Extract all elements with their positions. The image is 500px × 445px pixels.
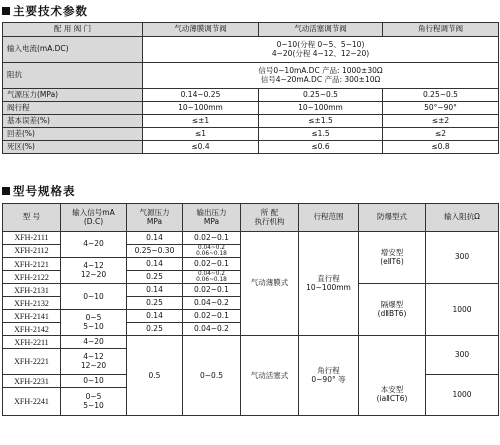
cell: ≤1.5: [259, 128, 383, 141]
output-cell: 0.02~0.1: [183, 258, 241, 271]
cell-line: 0.06~0.18: [196, 251, 227, 258]
cell: ≤0.4: [143, 141, 259, 154]
output-cell: 0.02~0.1: [183, 310, 241, 323]
impedance-cell: 300: [426, 336, 499, 375]
header-line: 所 配: [260, 207, 279, 217]
output-cell: 0.02~0.1: [183, 284, 241, 297]
supply-cell: 0.25: [127, 297, 183, 310]
cell-line: 0~90° 等: [311, 374, 346, 384]
tech-params-table: [2, 22, 499, 154]
cell-line: 12~20: [80, 269, 107, 279]
cell-line: 5~10: [83, 321, 104, 331]
header-cell: [241, 204, 299, 232]
square-bullet-icon: [2, 187, 10, 195]
header-cell: [183, 204, 241, 232]
model-cell: XFH-2231: [3, 375, 61, 388]
explosion-cell: [359, 375, 426, 416]
header-line: 输出压力: [196, 207, 227, 217]
table-row: [3, 141, 499, 154]
cell-line: 增安型: [380, 248, 404, 258]
table-header-row: [3, 23, 499, 37]
cell-line: 0~5: [85, 313, 102, 323]
cell: 10~100mm: [259, 102, 383, 115]
model-cell: XFH-2111: [3, 232, 61, 245]
table-row: [3, 232, 499, 245]
output-cell: [183, 245, 241, 258]
header-line: 输入信号mA: [72, 207, 115, 217]
header-cell: 气动薄膜调节阀: [143, 23, 259, 37]
cell-line: 5~10: [83, 400, 104, 410]
input-current-cell: [143, 37, 499, 63]
row-label: 气源压力(MPa): [3, 89, 143, 102]
cell: 0.25~0.5: [259, 89, 383, 102]
supply-cell: 0.14: [127, 284, 183, 297]
output-cell: 0~0.5: [183, 336, 241, 416]
table-row: [3, 63, 499, 89]
cell-line: 角行程: [317, 366, 340, 376]
header-line: 气源压力: [139, 207, 170, 217]
row-label: 死区(%): [3, 141, 143, 154]
model-cell: XFH-2132: [3, 297, 61, 310]
model-cell: XFH-2142: [3, 323, 61, 336]
header-cell: [127, 204, 183, 232]
explosion-cell-blank: [359, 336, 426, 375]
section-title-model-spec: 型号规格表: [2, 183, 76, 199]
model-cell: XFH-2241: [3, 388, 61, 416]
cell-line: (eⅡT6): [380, 256, 404, 266]
model-cell: XFH-2141: [3, 310, 61, 323]
section-title-tech-params: 主要技术参数: [2, 3, 88, 19]
cell-line: 0.04~0.2: [198, 245, 225, 251]
cell-line: 0.06~0.18: [196, 277, 227, 284]
cell-line: 4~20(分程 4~12、12~20): [271, 48, 370, 58]
supply-cell: 0.25: [127, 323, 183, 336]
impedance-cell: 1000: [426, 284, 499, 336]
output-cell: 0.02~0.1: [183, 232, 241, 245]
cell-line: 0.04~0.2: [198, 271, 225, 278]
table-row: [3, 128, 499, 141]
actuator-cell: 气动活塞式: [241, 336, 299, 416]
supply-cell: 0.14: [127, 310, 183, 323]
signal-cell: 0~10: [61, 284, 127, 310]
row-label: 回差(%): [3, 128, 143, 141]
impedance-cell: 1000: [426, 375, 499, 416]
supply-cell: 0.5: [127, 336, 183, 416]
model-cell: XFH-2131: [3, 284, 61, 297]
model-spec-table: [2, 203, 499, 416]
table-row: [3, 37, 499, 63]
header-cell: 防爆型式: [359, 204, 426, 232]
header-cell: 气动活塞调节阀: [259, 23, 383, 37]
header-cell: [61, 204, 127, 232]
actuator-cell: 气动薄膜式: [241, 232, 299, 336]
signal-cell: [61, 388, 127, 416]
explosion-cell: [359, 284, 426, 336]
cell-line: 信号4~20mA.DC 产品: 300±10Ω: [260, 74, 381, 84]
cell-line: (dⅡBT6): [377, 308, 407, 318]
row-label: 阀行程: [3, 102, 143, 115]
header-cell: 配 用 阀 门: [3, 23, 143, 37]
cell: 10~100mm: [143, 102, 259, 115]
explosion-cell: [359, 232, 426, 284]
signal-cell: 0~10: [61, 375, 127, 388]
cell-line: 本安型: [380, 385, 404, 395]
model-cell: XFH-2121: [3, 258, 61, 271]
row-label: 阻抗: [3, 63, 143, 89]
cell: ≤2: [383, 128, 499, 141]
table-row: [3, 336, 499, 349]
cell-line: 4~12: [83, 352, 104, 362]
model-cell: XFH-2122: [3, 271, 61, 284]
table-row: [3, 115, 499, 128]
cell-line: (iaⅡCT6): [376, 394, 408, 404]
cell-line: 4~12: [83, 261, 104, 271]
supply-cell: 0.25: [127, 271, 183, 284]
table-row: [3, 102, 499, 115]
cell-line: 10~100mm: [306, 282, 351, 292]
cell-line: 0~5: [85, 392, 102, 402]
header-line: MPa: [146, 216, 163, 226]
model-cell: XFH-2211: [3, 336, 61, 349]
cell: ≤±1: [143, 115, 259, 128]
row-label: 基本误差(%): [3, 115, 143, 128]
square-bullet-icon: [2, 7, 10, 15]
cell: ≤0.6: [259, 141, 383, 154]
table-header-row: [3, 204, 499, 232]
row-label: 输入电流(mA.DC): [3, 37, 143, 63]
impedance-cell: 300: [426, 232, 499, 284]
header-line: MPa: [203, 216, 220, 226]
stroke-cell: [299, 336, 359, 416]
header-cell: 型 号: [3, 204, 61, 232]
model-cell: XFH-2221: [3, 349, 61, 375]
cell: ≤1: [143, 128, 259, 141]
cell: 50°~90°: [383, 102, 499, 115]
header-cell: 行程范围: [299, 204, 359, 232]
resistance-cell: [143, 63, 499, 89]
table-row: [3, 89, 499, 102]
cell: 0.25~0.5: [383, 89, 499, 102]
header-line: (D.C): [83, 216, 104, 226]
cell: ≤±1.5: [259, 115, 383, 128]
signal-cell: [61, 310, 127, 336]
signal-cell: 4~20: [61, 232, 127, 258]
cell-line: 隔爆型: [380, 300, 404, 310]
stroke-cell: [299, 232, 359, 336]
header-cell: 角行程调节阀: [383, 23, 499, 37]
signal-cell: [61, 349, 127, 375]
model-cell: XFH-2112: [3, 245, 61, 258]
header-cell: 输入阻抗Ω: [426, 204, 499, 232]
cell-line: 信号0~10mA.DC 产品: 1000±30Ω: [258, 65, 383, 75]
output-cell: 0.04~0.2: [183, 323, 241, 336]
header-line: 执行机构: [254, 216, 285, 226]
cell: ≤±2: [383, 115, 499, 128]
signal-cell: [61, 258, 127, 284]
cell: ≤0.8: [383, 141, 499, 154]
output-cell: 0.04~0.2: [183, 297, 241, 310]
supply-cell: 0.14: [127, 232, 183, 245]
cell: 0.14~0.25: [143, 89, 259, 102]
output-cell: [183, 271, 241, 284]
cell-line: 0~10(分程 0~5、5~10): [276, 39, 365, 49]
cell-line: 12~20: [80, 360, 107, 370]
supply-cell: 0.25~0.30: [127, 245, 183, 258]
cell-line: 直行程: [317, 274, 340, 284]
supply-cell: 0.14: [127, 258, 183, 271]
signal-cell: 4~20: [61, 336, 127, 349]
